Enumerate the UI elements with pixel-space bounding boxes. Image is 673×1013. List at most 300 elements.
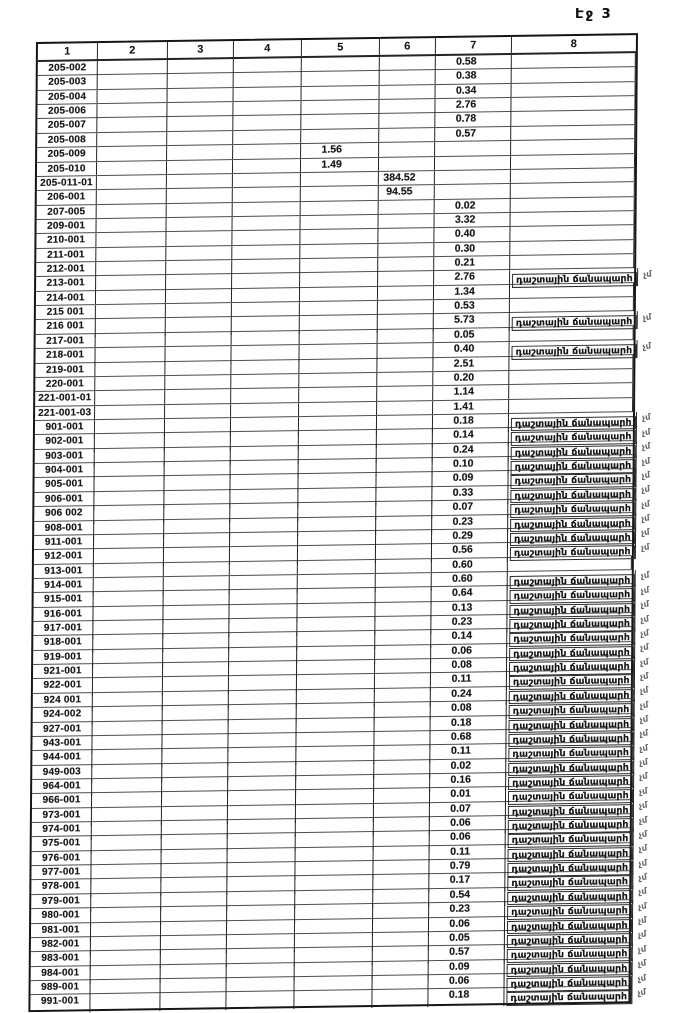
cell-col8-notes — [511, 111, 635, 126]
handwritten-margin-mark: չմ — [639, 628, 650, 640]
handwritten-margin-mark: չմ — [637, 915, 648, 927]
cell-col2 — [97, 146, 167, 161]
cell-col5-value — [302, 71, 380, 86]
cell-col7-area: 0.08 — [431, 658, 507, 677]
note-box: դաշտային ճանապարհ — [509, 703, 634, 718]
cell-col4 — [234, 87, 302, 102]
handwritten-margin-mark: չմ — [640, 527, 651, 539]
cell-col5-value — [301, 129, 379, 144]
cell-col4 — [233, 116, 301, 131]
cell-col8-notes — [510, 254, 634, 269]
cell-col3 — [167, 188, 233, 202]
handwritten-margin-mark: չմ — [638, 743, 649, 755]
cell-parcel-code: 217-001 — [36, 334, 96, 348]
cell-parcel-code: 918-001 — [33, 636, 93, 655]
cell-col2 — [96, 290, 166, 305]
cell-col4 — [233, 144, 301, 159]
cell-col7-area: 0.06 — [431, 644, 507, 663]
cell-col5-value — [294, 990, 372, 1009]
note-box: դաշտային ճանապարհ — [507, 947, 632, 962]
cell-parcel-code: 949-003 — [32, 765, 92, 784]
handwritten-margin-mark: չմ — [641, 455, 651, 468]
cell-col5-value — [301, 186, 379, 201]
cell-parcel-code: 908-001 — [34, 521, 94, 540]
cell-col7-area: 0.33 — [432, 486, 508, 505]
cell-col5-value — [299, 387, 377, 402]
handwritten-margin-mark: չմ — [639, 700, 649, 712]
cell-col8-notes — [510, 225, 634, 240]
cell-col7-area: 0.68 — [430, 730, 506, 749]
cell-col7-area: 0.30 — [434, 242, 510, 257]
cell-parcel-code: 205-006 — [37, 104, 97, 118]
cell-parcel-code: 982-001 — [31, 937, 91, 956]
cell-col7-area: 0.57 — [429, 945, 505, 964]
cell-col8-notes — [512, 82, 636, 97]
cell-parcel-code: 943-001 — [32, 736, 92, 755]
cell-parcel-code: 983-001 — [31, 951, 91, 970]
cell-col8-notes — [511, 182, 635, 197]
handwritten-margin-mark: չմ — [641, 412, 652, 424]
note-box: դաշտային ճանապարհ — [509, 718, 634, 733]
cell-col5-value — [300, 330, 378, 345]
note-box: դաշտային ճանապարհ — [510, 531, 635, 546]
note-box: դաշտային ճանապարհ — [508, 746, 633, 761]
note-box: դաշտային ճանապարհ — [507, 876, 632, 891]
cell-col6-value: 384.52 — [379, 171, 435, 185]
note-box: դաշտային ճանապարհ — [507, 904, 632, 919]
handwritten-margin-mark: չմ — [640, 470, 651, 482]
note-box: դաշտային ճանապարհ — [511, 459, 636, 474]
note-box: դաշտային ճանապարհ — [510, 545, 635, 560]
cell-col7-area: 0.54 — [429, 888, 505, 907]
cell-col3 — [165, 361, 231, 375]
cell-col6-value — [377, 358, 433, 372]
cell-col7-area: 0.06 — [429, 917, 505, 936]
note-box: դաշտային ճանապարհ — [509, 689, 634, 704]
handwritten-margin-mark: չմ — [638, 800, 649, 812]
cell-col7-area: 1.41 — [433, 400, 509, 415]
note-box: դաշտային ճանապարհ — [511, 430, 636, 445]
cell-col4 — [233, 187, 301, 202]
cell-col2 — [95, 405, 165, 420]
cell-col7-area: 0.64 — [432, 586, 508, 605]
cell-parcel-code: 219-001 — [35, 363, 95, 377]
cell-col7-area: 0.06 — [428, 974, 504, 993]
cell-parcel-code: 903-001 — [35, 449, 95, 468]
cell-col4 — [230, 561, 298, 576]
note-box: դաշտային ճանապարհ — [506, 976, 631, 991]
cell-col3 — [164, 562, 230, 576]
cell-col4 — [226, 992, 294, 1011]
cell-col5-value: 1.56 — [301, 143, 379, 158]
cell-col2 — [95, 390, 165, 405]
cell-parcel-code: 980-001 — [31, 908, 91, 927]
cell-col2 — [97, 103, 167, 118]
handwritten-margin-mark: չմ — [642, 269, 653, 281]
cell-col3 — [166, 332, 232, 346]
cell-col5-value — [300, 287, 378, 302]
cell-parcel-code: 978-001 — [31, 880, 91, 899]
cell-parcel-code: 973-001 — [32, 808, 92, 827]
cell-parcel-code: 213-001 — [36, 276, 96, 295]
cell-col8-notes — [511, 197, 635, 212]
cell-col3 — [165, 375, 231, 389]
handwritten-margin-mark: չմ — [639, 685, 649, 697]
note-box: դաշտային ճանապարհ — [507, 962, 632, 977]
cell-parcel-code: 210-001 — [36, 233, 96, 247]
note-box: դաշտային ճանապարհ — [508, 833, 633, 848]
cell-parcel-code: 922-001 — [33, 679, 93, 698]
cell-col8-notes — [511, 139, 635, 154]
cell-col4 — [231, 388, 299, 403]
note-box: դաշտային ճանապարհ — [508, 818, 633, 833]
note-box: դաշտային ճանապարհ — [509, 603, 634, 618]
note-box: դաշտային ճանապարհ — [508, 847, 633, 862]
cell-col3 — [167, 145, 233, 159]
cell-col7-area: 0.24 — [431, 687, 507, 706]
cell-parcel-code: 216 001 — [36, 320, 96, 339]
cell-col7-area: 0.38 — [436, 69, 512, 84]
note-box: դաշտային ճանապարհ — [510, 588, 635, 603]
cell-col7-area: 0.18 — [428, 988, 504, 1007]
cell-col8-notes — [512, 53, 636, 68]
handwritten-margin-mark: չմ — [637, 958, 647, 970]
cell-col5-value — [299, 373, 377, 388]
handwritten-margin-mark: չմ — [637, 858, 648, 870]
note-box: դաշտային ճանապարհ — [510, 517, 635, 532]
cell-col6-value — [378, 228, 434, 242]
cell-col7-area: 0.09 — [432, 471, 508, 490]
cell-parcel-code: 966-001 — [32, 793, 92, 812]
cell-col7-area: 0.01 — [430, 787, 506, 806]
note-box: դաշտային ճանապարհ — [511, 344, 636, 359]
cell-parcel-code: 944-001 — [32, 750, 92, 769]
cell-col2 — [96, 247, 166, 262]
cell-col3 — [160, 993, 226, 1012]
note-box: դաշտային ճանապարհ — [509, 617, 634, 632]
cell-col7-area: 0.05 — [429, 931, 505, 950]
cell-parcel-code: 921-001 — [33, 664, 93, 683]
cell-col2 — [97, 132, 167, 147]
note-box: դաշտային ճանապարհ — [510, 574, 635, 589]
cell-col3 — [166, 260, 232, 274]
handwritten-margin-mark: չմ — [639, 642, 650, 654]
cell-col5-value — [300, 229, 378, 244]
cell-parcel-code: 221-001-03 — [35, 406, 95, 420]
handwritten-margin-mark: չմ — [638, 771, 649, 783]
cell-col4 — [232, 230, 300, 245]
cell-parcel-code: 906 002 — [34, 506, 94, 525]
cell-col4 — [232, 259, 300, 274]
cell-col3 — [168, 59, 234, 73]
cell-col6-value: 94.55 — [379, 185, 435, 199]
handwritten-margin-mark: չմ — [637, 944, 647, 956]
note-box: դաշտային ճանապարհ — [506, 991, 631, 1006]
cell-col7-area: 0.53 — [434, 299, 510, 314]
cell-col6-value — [377, 372, 433, 386]
note-box: դաշտային ճանապարհ — [509, 646, 634, 661]
note-box: դաշտային ճանապարհ — [510, 474, 635, 489]
cell-col7-area: 0.11 — [431, 672, 507, 691]
table-body — [30, 53, 653, 1010]
cell-col3 — [167, 131, 233, 145]
cell-col4 — [233, 159, 301, 174]
cell-col2 — [94, 563, 164, 578]
cell-col7-area: 2.76 — [435, 98, 511, 113]
cell-col7-area: 0.06 — [430, 830, 506, 849]
note-box: դաշտային ճանապարհ — [509, 632, 634, 647]
cell-col7-area: 0.02 — [430, 759, 506, 778]
handwritten-margin-mark: չմ — [639, 671, 650, 683]
cell-col4 — [232, 302, 300, 317]
cell-col2 — [97, 117, 167, 132]
cell-col7-area: 1.34 — [434, 285, 510, 300]
cell-col7-area: 5.73 — [434, 313, 510, 332]
handwritten-margin-mark: չմ — [637, 972, 647, 985]
cell-col7-area: 0.06 — [430, 816, 506, 835]
cell-col7-area: 2.51 — [433, 357, 509, 372]
note-box: դաշտային ճանապարհ — [507, 890, 632, 905]
note-box: դաշտային ճանապարհ — [511, 445, 636, 460]
cell-parcel-code: 991-001 — [30, 995, 90, 1013]
handwritten-margin-mark: չմ — [642, 312, 652, 324]
cell-parcel-code: 211-001 — [36, 248, 96, 262]
cell-col4 — [233, 202, 301, 217]
handwritten-margin-mark: չմ — [640, 499, 651, 511]
cell-col7-area: 0.58 — [436, 55, 512, 70]
cell-col7-area: 0.23 — [431, 615, 507, 634]
cell-col7-area: 0.34 — [436, 84, 512, 99]
cell-col2 — [97, 204, 167, 219]
handwritten-margin-mark: չմ — [638, 728, 649, 740]
cell-col4 — [232, 288, 300, 303]
cell-col2 — [98, 60, 168, 75]
cell-col7-area: 0.18 — [433, 414, 509, 433]
cell-col8-notes — [510, 211, 634, 226]
cell-col4 — [231, 374, 299, 389]
cell-parcel-code: 901-001 — [35, 420, 95, 439]
cell-col8-notes — [511, 125, 635, 140]
handwritten-margin-mark: չմ — [640, 585, 650, 597]
cell-col8-notes — [510, 297, 634, 312]
cell-col4 — [233, 173, 301, 188]
handwritten-margin-mark: չմ — [641, 427, 651, 439]
note-box: դաշտային ճանապարհ — [508, 775, 633, 790]
cell-col3 — [168, 88, 234, 102]
handwritten-margin-mark: չմ — [637, 872, 648, 884]
handwritten-margin-mark: չմ — [641, 441, 651, 453]
cell-col7-area: 0.18 — [431, 716, 507, 735]
handwritten-margin-mark: չմ — [639, 657, 650, 669]
cell-parcel-code: 906-001 — [34, 492, 94, 511]
cell-col7-area: 0.21 — [434, 256, 510, 271]
note-box: դաշտային ճանապարհ — [509, 660, 634, 675]
cell-col6-value — [378, 329, 434, 343]
cell-col4 — [233, 101, 301, 116]
note-box: դաշտային ճանապարհ — [509, 675, 634, 690]
cell-col2 — [95, 376, 165, 391]
cell-col7-area: 0.79 — [429, 859, 505, 878]
cell-col6-value — [379, 200, 435, 214]
cell-col4 — [232, 216, 300, 231]
cell-col8-notes — [509, 369, 633, 384]
note-box: դաշտային ճանապարհ — [512, 272, 637, 287]
cell-parcel-code: 904-001 — [35, 463, 95, 482]
handwritten-margin-mark: չմ — [640, 513, 651, 525]
cell-col7-area: 0.10 — [433, 457, 509, 476]
cell-col7-area: 0.05 — [434, 328, 510, 343]
cell-col4 — [231, 360, 299, 375]
cell-col7-area: 0.02 — [435, 199, 511, 214]
cell-parcel-code: 205-010 — [37, 162, 97, 176]
cell-col6-value — [380, 70, 436, 84]
cell-col6-value — [378, 257, 434, 271]
cell-parcel-code: 905-001 — [34, 478, 94, 497]
handwritten-margin-mark: չմ — [638, 829, 648, 841]
cell-col7-area — [435, 141, 511, 156]
cell-parcel-code: 915-001 — [34, 592, 94, 611]
cell-col8-notes — [504, 987, 632, 1007]
cell-parcel-code: 206-001 — [37, 190, 97, 204]
cell-col6-value — [377, 386, 433, 400]
cell-col6-value — [378, 286, 434, 300]
note-box: դաշտային ճանապարհ — [508, 789, 633, 804]
cell-parcel-code: 205-002 — [38, 61, 98, 75]
cell-parcel-code: 221-001-01 — [35, 391, 95, 405]
cell-col7-area: 0.24 — [433, 443, 509, 462]
cell-parcel-code: 911-001 — [34, 535, 94, 554]
cell-col6-value — [378, 214, 434, 228]
cell-parcel-code: 212-001 — [36, 262, 96, 276]
handwritten-margin-mark: չմ — [636, 987, 647, 999]
cell-parcel-code: 205-011-01 — [37, 176, 97, 190]
cell-col5-value — [301, 100, 379, 115]
cell-parcel-code: 917-001 — [33, 621, 93, 640]
cell-col2 — [96, 232, 166, 247]
note-box: դաշտային ճանապարհ — [508, 732, 633, 747]
header-cell-5: 5 — [302, 39, 380, 57]
cell-col8-notes — [512, 67, 636, 82]
cell-parcel-code: 974-001 — [32, 822, 92, 841]
cell-col4 — [234, 72, 302, 87]
cell-col7-area: 0.78 — [435, 112, 511, 127]
cell-col7-area: 0.09 — [429, 960, 505, 979]
cell-col3 — [165, 389, 231, 403]
cell-col8-notes — [511, 96, 635, 111]
cell-col7-area: 0.08 — [431, 701, 507, 720]
cell-parcel-code: 205-004 — [38, 90, 98, 104]
cell-col6-value — [379, 114, 435, 128]
cell-col7-area: 0.07 — [430, 802, 506, 821]
cell-col8-notes — [509, 383, 633, 398]
cell-col6-value — [379, 157, 435, 171]
cell-col7-area: 0.17 — [429, 874, 505, 893]
cell-col3 — [167, 174, 233, 188]
handwritten-margin-mark: չմ — [639, 613, 650, 626]
cell-parcel-code: 916-001 — [33, 607, 93, 626]
cell-parcel-code: 924-002 — [33, 707, 93, 726]
cell-col7-area: 0.20 — [433, 371, 509, 386]
cell-parcel-code: 209-001 — [36, 219, 96, 233]
cell-col2 — [95, 362, 165, 377]
cell-col2 — [97, 189, 167, 204]
cell-parcel-code: 205-007 — [37, 119, 97, 133]
handwritten-margin-mark: չմ — [637, 901, 648, 913]
cell-parcel-code: 220-001 — [35, 377, 95, 391]
cell-col3 — [168, 73, 234, 87]
cell-col3 — [165, 404, 231, 418]
cell-col3 — [167, 203, 233, 217]
handwritten-margin-mark: չմ — [637, 929, 648, 941]
cell-col6-value — [378, 243, 434, 257]
handwritten-margin-mark: չմ — [638, 814, 648, 827]
cell-col8-notes — [509, 398, 633, 413]
cell-col6-value — [379, 128, 435, 142]
cell-col7-area: 0.11 — [429, 845, 505, 864]
cell-col5-value: 1.49 — [301, 157, 379, 172]
cell-col6-value — [380, 56, 436, 70]
cell-col7-area: 2.76 — [434, 270, 510, 289]
cell-col7-area: 0.16 — [430, 773, 506, 792]
cell-parcel-code: 977-001 — [31, 865, 91, 884]
cell-parcel-code: 919-001 — [33, 650, 93, 669]
cell-col7-area: 0.14 — [433, 428, 509, 447]
cell-parcel-code: 902-001 — [35, 434, 95, 453]
cell-col5-value — [301, 172, 379, 187]
cell-col4 — [234, 58, 302, 73]
page-number-label: Էջ 3 — [575, 7, 613, 22]
handwritten-margin-mark: չմ — [640, 542, 651, 554]
cell-col7-area: 0.56 — [432, 543, 508, 562]
cell-col7-area: 0.40 — [434, 227, 510, 242]
cell-col3 — [166, 217, 232, 231]
cell-col5-value — [300, 301, 378, 316]
cell-col6-value — [379, 142, 435, 156]
cell-col7-area: 0.29 — [432, 529, 508, 548]
cell-col2 — [98, 89, 168, 104]
note-box: դաշտային ճանապարհ — [508, 804, 633, 819]
cell-parcel-code: 205-009 — [37, 147, 97, 161]
cell-col7-area: 0.14 — [431, 629, 507, 648]
cell-parcel-code: 975-001 — [32, 837, 92, 856]
cell-col7-area — [435, 155, 511, 170]
cell-col8-notes — [509, 355, 633, 370]
cell-col5-value — [298, 560, 376, 575]
handwritten-margin-mark: չմ — [638, 843, 648, 855]
cell-col3 — [167, 117, 233, 131]
cell-col3 — [166, 303, 232, 317]
cell-col7-area: 3.32 — [434, 213, 510, 228]
cell-col8-notes — [510, 283, 634, 298]
handwritten-margin-mark: չմ — [639, 599, 650, 611]
note-box: դաշտային ճանապարհ — [507, 861, 632, 876]
cell-col7-area — [435, 184, 511, 199]
cell-col3 — [166, 246, 232, 260]
note-box: դաշտային ճանապարհ — [512, 316, 637, 331]
cell-parcel-code: 924 001 — [33, 693, 93, 712]
cell-col2 — [96, 304, 166, 319]
handwritten-margin-mark: չմ — [637, 886, 648, 898]
cell-parcel-code: 976-001 — [31, 851, 91, 870]
cell-parcel-code: 205-008 — [37, 133, 97, 147]
note-box: դաշտային ճանապարհ — [507, 933, 632, 948]
cell-col8-notes — [508, 556, 632, 571]
cell-col2 — [98, 74, 168, 89]
cell-col7-area: 0.23 — [429, 902, 505, 921]
cell-parcel-code: 913-001 — [34, 564, 94, 578]
cell-col5-value — [301, 114, 379, 129]
cell-col6-value — [377, 401, 433, 415]
